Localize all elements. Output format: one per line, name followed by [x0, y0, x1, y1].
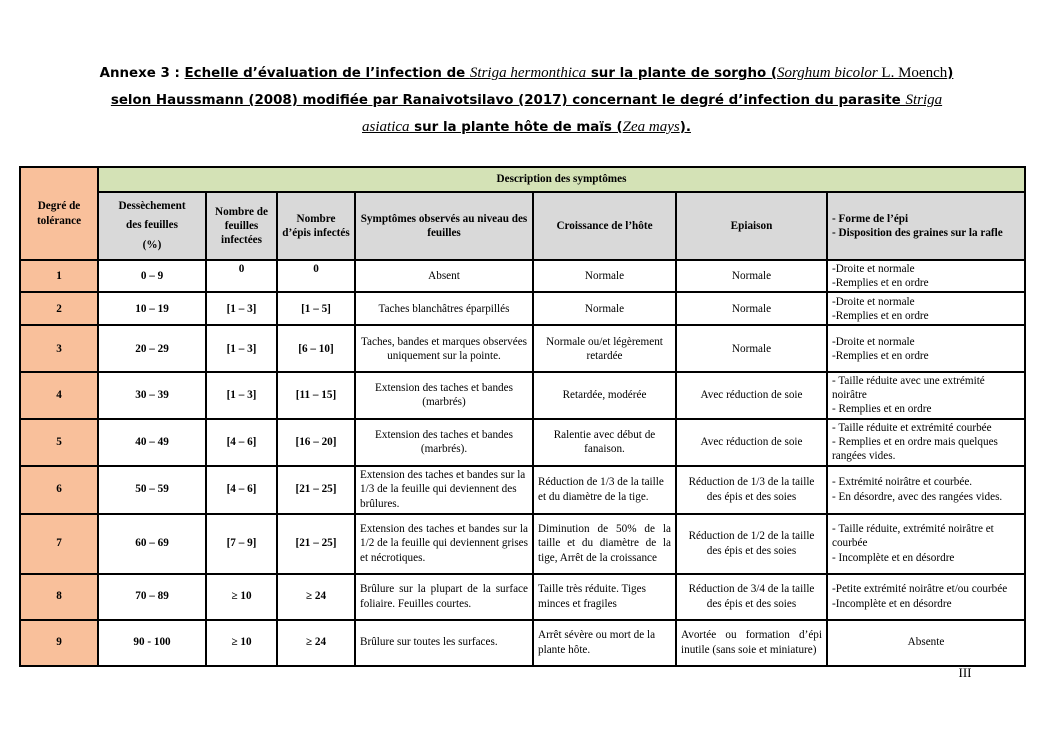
tolerance-scale-table [19, 166, 1026, 667]
table-row [20, 514, 1025, 574]
feuilles-cell: ≥ 10 [206, 574, 277, 620]
symptomes-cell: Extension des taches et bandes sur la 1/3 de la feuille qui deviennent des brûlures. [355, 466, 533, 514]
forme-line: -Remplies et en ordre [832, 309, 929, 322]
table-row [20, 574, 1025, 620]
epiaison-cell: Réduction de 3/4 de la taille des épis et des soies [676, 574, 827, 620]
dessechement-cell: 70 – 89 [98, 574, 206, 620]
degree-cell: 4 [20, 372, 98, 418]
degree-cell: 6 [20, 466, 98, 514]
title-species-4: Zea mays [622, 119, 680, 135]
header-description-group: Description des symptômes [98, 167, 1025, 192]
header-forme-line2: - Disposition des graines sur la rafle [832, 227, 1003, 239]
epiaison-cell: Normale [676, 260, 827, 292]
symptomes-cell: Extension des taches et bandes (marbrés). [355, 419, 533, 466]
dessechement-cell: 60 – 69 [98, 514, 206, 574]
annex-title-line3 [362, 120, 691, 135]
dessechement-cell: 30 – 39 [98, 372, 206, 418]
dessechement-cell: 40 – 49 [98, 419, 206, 466]
title-text-3: ) [947, 66, 954, 81]
croissance-cell: Normale ou/et légèrement retardée [533, 325, 676, 372]
croissance-cell: Normale [533, 260, 676, 292]
dessechement-cell: 20 – 29 [98, 325, 206, 372]
epis-cell: [11 – 15] [277, 372, 355, 418]
forme-line: -Droite et normale [832, 295, 915, 308]
forme-line: -Incomplète et en désordre [832, 597, 952, 610]
table-row [20, 419, 1025, 466]
symptomes-cell: Taches, bandes et marques observées uniquement sur la pointe. [355, 325, 533, 372]
degree-cell: 2 [20, 292, 98, 325]
epis-cell: ≥ 24 [277, 620, 355, 666]
epis-cell: 0 [277, 260, 355, 292]
annex-title [40, 60, 1013, 141]
epis-cell: [6 – 10] [277, 325, 355, 372]
forme-cell [827, 292, 1025, 325]
table-row [20, 292, 1025, 325]
forme-line: -Remplies et en ordre [832, 277, 929, 290]
header-dessechement [98, 192, 206, 260]
symptomes-cell: Extension des taches et bandes (marbrés) [355, 372, 533, 418]
feuilles-cell: 0 [206, 260, 277, 292]
symptomes-cell: Brûlure sur toutes les surfaces. [355, 620, 533, 666]
croissance-cell: Taille très réduite. Tiges minces et fragiles [533, 574, 676, 620]
epiaison-cell: Normale [676, 292, 827, 325]
forme-line: -Petite extrémité noirâtre et/ou courbée [832, 583, 1008, 596]
annex-title-line1 [185, 66, 954, 81]
forme-line: - Remplies et en ordre [832, 403, 932, 416]
epis-cell: [1 – 5] [277, 292, 355, 325]
forme-cell [827, 466, 1025, 514]
table-row [20, 260, 1025, 292]
epis-cell: [21 – 25] [277, 466, 355, 514]
header-croissance: Croissance de l’hôte [533, 192, 676, 260]
feuilles-cell: [4 – 6] [206, 466, 277, 514]
croissance-cell: Réduction de 1/3 de la taille et du diamètre de la tige. [533, 466, 676, 514]
forme-cell [827, 372, 1025, 418]
degree-cell: 5 [20, 419, 98, 466]
title-species-2: Sorghum bicolor [776, 65, 878, 81]
feuilles-cell: [1 – 3] [206, 292, 277, 325]
forme-line: - Taille réduite avec une extrémité noirâtre [832, 375, 985, 402]
forme-cell [827, 419, 1025, 466]
title-species-3a: Striga [905, 92, 943, 108]
symptomes-cell: Absent [355, 260, 533, 292]
header-epiaison: Epiaison [676, 192, 827, 260]
header-feuilles: Nombre de feuilles infectées [206, 192, 277, 260]
title-text-6: ). [679, 120, 691, 135]
annex-title-line2 [111, 93, 942, 108]
header-forme-line1: - Forme de l’épi [832, 212, 909, 225]
header-symptomes: Symptômes observés au niveau des feuilles [355, 192, 533, 260]
croissance-cell: Ralentie avec début de fanaison. [533, 419, 676, 466]
table-row [20, 372, 1025, 418]
forme-line: - Taille réduite, extrémité noirâtre et courbée [832, 523, 994, 550]
forme-line: -Remplies et en ordre [832, 349, 929, 362]
degree-cell: 9 [20, 620, 98, 666]
epiaison-cell: Avec réduction de soie [676, 372, 827, 418]
forme-line: - Remplies et en ordre mais quelques rangées vides. [832, 435, 998, 463]
forme-line: -Droite et normale [832, 335, 915, 348]
epis-cell: [16 – 20] [277, 419, 355, 466]
feuilles-cell: [7 – 9] [206, 514, 277, 574]
feuilles-cell: [4 – 6] [206, 419, 277, 466]
epiaison-cell: Réduction de 1/2 de la taille des épis et des soies [676, 514, 827, 574]
epiaison-cell: Réduction de 1/3 de la taille des épis et des soies [676, 466, 827, 514]
header-epis: Nombre d’épis infectés [277, 192, 355, 260]
feuilles-cell: [1 – 3] [206, 325, 277, 372]
table-row [20, 325, 1025, 372]
feuilles-cell: ≥ 10 [206, 620, 277, 666]
header-dessechement-line1: Dessèchement [118, 200, 186, 213]
epis-cell: [21 – 25] [277, 514, 355, 574]
forme-line: - Taille réduite et extrémité courbée [832, 421, 992, 434]
forme-cell: Absente [827, 620, 1025, 666]
croissance-cell: Normale [533, 292, 676, 325]
header-forme [827, 192, 1025, 260]
epiaison-cell: Avec réduction de soie [676, 419, 827, 466]
degree-cell: 3 [20, 325, 98, 372]
page-number: III [958, 665, 972, 680]
dessechement-cell: 90 - 100 [98, 620, 206, 666]
table-row [20, 466, 1025, 514]
forme-line: - Extrémité noirâtre et courbée. [832, 476, 973, 489]
forme-cell [827, 574, 1025, 620]
title-text-4: selon Haussmann (2008) modifiée par Ranaivotsilavo (2017) concernant le degré d’infection du parasite [110, 93, 906, 108]
table-row [20, 620, 1025, 666]
title-text-5: sur la plante hôte de maïs ( [409, 120, 623, 135]
title-text-2: sur la plante de sorgho ( [586, 66, 777, 81]
degree-cell: 8 [20, 574, 98, 620]
forme-cell [827, 325, 1025, 372]
symptomes-cell: Brûlure sur la plupart de la surface foliaire. Feuilles courtes. [355, 574, 533, 620]
forme-cell [827, 260, 1025, 292]
symptomes-cell: Extension des taches et bandes sur la 1/2 de la feuille qui deviennent grises et nécrotiques. [355, 514, 533, 574]
title-species-3b: asiatica [362, 119, 410, 135]
annex-label: Annexe 3 : [99, 66, 180, 81]
symptomes-cell: Taches blanchâtres éparpillés [355, 292, 533, 325]
title-author: L. Moench [877, 65, 948, 81]
degree-cell: 1 [20, 260, 98, 292]
title-text-1: Echelle d’évaluation de l’infection de [184, 66, 470, 81]
degree-cell: 7 [20, 514, 98, 574]
header-dessechement-line3: (%) [142, 238, 162, 251]
title-species-1: Striga hermonthica [469, 65, 587, 81]
header-degree: Degré de tolérance [20, 167, 98, 260]
header-dessechement-line2: des feuilles [126, 219, 178, 232]
dessechement-cell: 10 – 19 [98, 292, 206, 325]
croissance-cell: Diminution de 50% de la taille et du diamètre de la tige, Arrêt de la croissance [533, 514, 676, 574]
epiaison-cell: Avortée ou formation d’épi inutile (sans soie et miniature) [676, 620, 827, 666]
epis-cell: ≥ 24 [277, 574, 355, 620]
croissance-cell: Retardée, modérée [533, 372, 676, 418]
forme-line: -Droite et normale [832, 263, 915, 275]
croissance-cell: Arrêt sévère ou mort de la plante hôte. [533, 620, 676, 666]
feuilles-cell: [1 – 3] [206, 372, 277, 418]
forme-line: - Incomplète et en désordre [832, 551, 955, 564]
dessechement-cell: 0 – 9 [98, 260, 206, 292]
forme-line: - En désordre, avec des rangées vides. [832, 490, 1003, 503]
dessechement-cell: 50 – 59 [98, 466, 206, 514]
forme-cell [827, 514, 1025, 574]
epiaison-cell: Normale [676, 325, 827, 372]
